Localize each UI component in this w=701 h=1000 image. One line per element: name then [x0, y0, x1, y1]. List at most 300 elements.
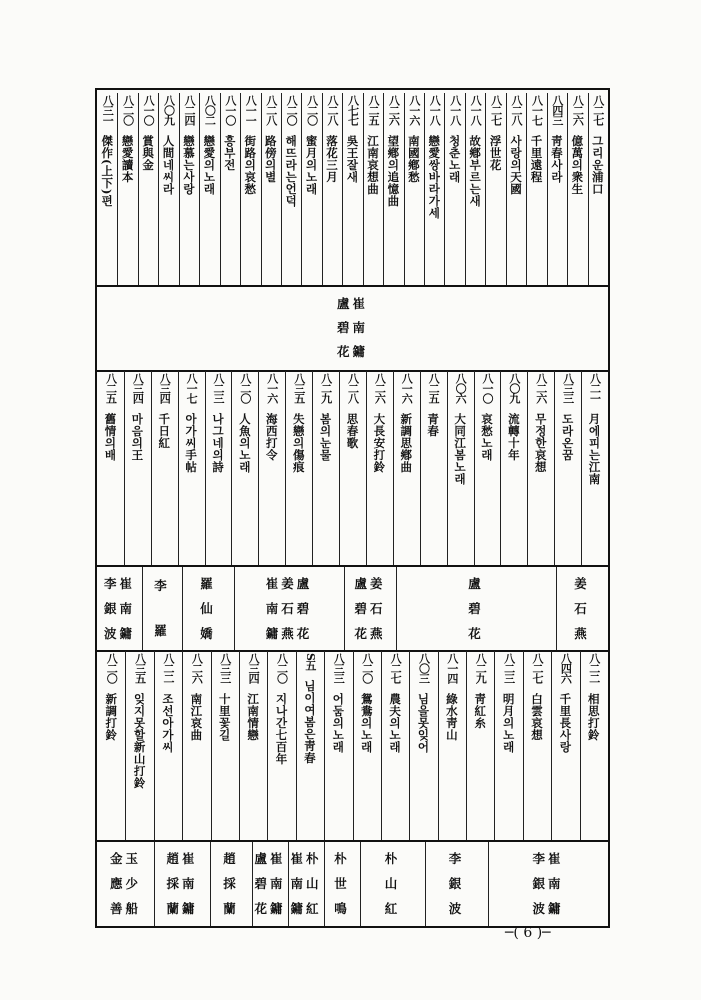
song-title: 南國鄕愁	[406, 135, 421, 183]
author-line: 碧石	[354, 600, 386, 616]
song-entry	[447, 373, 474, 565]
song-title: 무정한哀想	[533, 413, 548, 473]
record-number: 八二八	[264, 95, 278, 125]
song-entry	[353, 653, 381, 840]
record-number: 八一一	[244, 95, 258, 125]
song-entry	[383, 95, 403, 285]
author-line: 善船	[109, 901, 141, 917]
record-number: 八二一	[588, 373, 602, 403]
author-line: 石	[574, 600, 590, 616]
song-entry	[393, 373, 420, 565]
song-entry	[231, 373, 258, 565]
song-title: 사랑의天國	[509, 135, 524, 195]
author-line: 山	[384, 875, 401, 891]
author-line: 李	[448, 850, 465, 866]
column-divider	[383, 93, 384, 285]
author-names	[210, 846, 252, 922]
column-divider	[124, 371, 125, 565]
record-number: 八二三	[502, 653, 516, 683]
author-line: 採南	[166, 875, 198, 891]
column-divider	[231, 371, 232, 565]
column-divider	[285, 371, 286, 565]
column-divider	[324, 842, 325, 926]
song-entry	[117, 95, 137, 285]
column-divider	[220, 93, 221, 285]
record-number: 八一六	[400, 373, 414, 403]
author-names	[344, 571, 396, 646]
column-divider	[258, 371, 259, 565]
column-divider	[322, 93, 323, 285]
song-entry	[466, 653, 494, 840]
song-title: 街路의哀愁	[243, 135, 258, 195]
song-entry	[409, 653, 437, 840]
column-divider	[425, 842, 426, 926]
record-number: 八二〇	[121, 95, 135, 125]
song-title: 綠水靑山	[444, 693, 459, 741]
record-number: 八三五	[133, 653, 147, 683]
column-divider	[523, 651, 524, 840]
column-divider	[393, 371, 394, 565]
column-divider	[366, 371, 367, 565]
record-number: 八一〇	[142, 95, 156, 125]
author-names	[154, 846, 210, 922]
song-entry	[312, 373, 339, 565]
author-names	[97, 846, 154, 922]
author-names	[324, 846, 360, 922]
song-title: 아가씨手帖	[184, 413, 199, 473]
song-title: 吳王잘새	[345, 135, 360, 183]
song-title: 思春歌	[345, 413, 360, 449]
column-divider	[363, 93, 364, 285]
author-line: 蘭	[223, 901, 239, 917]
song-title: 白雲哀想	[530, 693, 545, 741]
record-number: 八二七	[489, 95, 503, 125]
author-names	[425, 846, 488, 922]
column-divider	[474, 371, 475, 565]
song-title: 月에피는江南	[587, 413, 602, 485]
author-line: 盧崔	[254, 850, 286, 866]
song-title: 님이여봄은靑春	[302, 679, 317, 764]
song-title: 農夫의노래	[388, 693, 403, 753]
song-entry	[220, 95, 240, 285]
column-divider	[178, 371, 179, 565]
song-entry	[404, 95, 424, 285]
author-line: 銀南	[532, 875, 564, 891]
song-title: 千日紅	[157, 413, 172, 449]
song-title: 흥부전	[222, 135, 237, 171]
song-entry	[588, 95, 608, 285]
record-number: 八一〇	[480, 373, 494, 403]
song-title: 哀愁노래	[479, 413, 494, 461]
song-title: 故鄕부르는새	[468, 135, 483, 207]
song-entry	[474, 373, 501, 565]
column-divider	[485, 93, 486, 285]
song-title: 鴛鴦의노래	[359, 693, 374, 753]
column-divider	[494, 651, 495, 840]
column-divider	[488, 842, 489, 926]
song-title: 靑春사라	[549, 135, 564, 183]
song-entry	[97, 95, 117, 285]
record-number: 八〇三	[417, 653, 431, 683]
record-number: 八七七	[346, 95, 360, 125]
column-divider	[240, 93, 241, 285]
song-entry	[182, 653, 210, 840]
author-names	[360, 846, 425, 922]
author-line: 朴	[334, 850, 350, 866]
author-line: 鏞紅	[290, 901, 322, 917]
song-title: 明月의노래	[501, 693, 516, 753]
song-entry	[261, 95, 281, 285]
record-number: 八二七	[591, 95, 605, 125]
song-title: 도라온꿈	[560, 413, 575, 461]
song-entry	[324, 653, 352, 840]
song-title: 어둠의노래	[331, 693, 346, 753]
column-divider	[179, 93, 180, 285]
column-divider	[288, 842, 289, 926]
column-divider	[556, 567, 557, 650]
song-title: 海西打令	[264, 413, 279, 461]
author-line: 蘭鏞	[166, 901, 198, 917]
author-line: 李崔	[532, 850, 564, 866]
author-line: 花	[468, 625, 484, 641]
column-divider	[526, 93, 527, 285]
song-title: 戀愛쌍바라가세	[427, 135, 442, 219]
column-divider	[199, 93, 200, 285]
song-entry	[296, 653, 324, 840]
song-entry	[494, 653, 522, 840]
song-title: 靑紅糸	[473, 693, 488, 729]
song-entry	[551, 653, 579, 840]
record-number: 八一七	[185, 373, 199, 403]
author-line: 花燕	[354, 625, 386, 641]
author-names	[288, 846, 324, 922]
record-number: 八二五	[427, 373, 441, 403]
song-entry	[554, 373, 581, 565]
author-line: 趙崔	[166, 850, 198, 866]
record-number: 八三四	[158, 373, 172, 403]
song-entry	[485, 95, 505, 285]
song-entry	[420, 373, 447, 565]
column-divider	[151, 371, 152, 565]
record-number: 八三五	[292, 373, 306, 403]
author-line: 世	[334, 875, 350, 891]
song-title: 失戀의傷痕	[291, 413, 306, 473]
song-title: 봄의눈물	[318, 413, 333, 461]
author-line: 波鏞	[532, 901, 564, 917]
song-entry	[258, 373, 285, 565]
author-names	[182, 571, 234, 646]
record-number: 八〇九	[507, 373, 521, 403]
record-number: 八〇六	[454, 373, 468, 403]
column-divider	[267, 651, 268, 840]
author-names	[556, 571, 608, 646]
author-line: 姜	[574, 575, 590, 591]
song-entry	[205, 373, 232, 565]
song-title: 해뜨라는언덕	[284, 135, 299, 207]
song-title: 浮世花	[488, 135, 503, 171]
record-number: 八〇九	[162, 95, 176, 125]
record-number: 八二五	[366, 95, 380, 125]
column-divider	[239, 651, 240, 840]
song-title: 落花三月	[325, 135, 340, 183]
song-title: 賞與金	[141, 135, 156, 171]
row-divider	[95, 370, 610, 372]
column-divider	[154, 842, 155, 926]
column-divider	[117, 93, 118, 285]
record-number: 八三四	[247, 653, 261, 683]
song-entry	[97, 373, 124, 565]
record-number: 八二〇	[305, 95, 319, 125]
song-entry	[179, 95, 199, 285]
column-divider	[424, 93, 425, 285]
column-divider	[344, 567, 345, 650]
column-divider	[296, 651, 297, 840]
author-names	[142, 571, 182, 646]
record-number: 八一〇	[223, 95, 237, 125]
author-line: 銀	[448, 875, 465, 891]
record-number: 八二七	[389, 653, 403, 683]
record-number: 八二七	[531, 653, 545, 683]
song-entry	[178, 373, 205, 565]
column-divider	[420, 371, 421, 565]
song-title: 江南情戀	[246, 693, 261, 741]
author-line: 嬌	[200, 625, 216, 641]
song-title: 望鄕의追憶曲	[386, 135, 401, 207]
record-number: S五	[303, 653, 317, 670]
author-line: 南山	[290, 875, 322, 891]
record-number: 八二〇	[285, 95, 299, 125]
song-title: 相思打鈴	[586, 693, 601, 741]
author-line: 羅	[154, 623, 170, 639]
record-number: 八二六	[190, 653, 204, 683]
column-divider	[466, 651, 467, 840]
song-title: 지나간七百年	[274, 693, 289, 765]
song-title: 新調打鈴	[104, 693, 119, 741]
author-line: 盧崔	[336, 296, 368, 311]
song-title: 그리운浦口	[590, 135, 605, 195]
author-line: 波鏞	[103, 625, 135, 641]
record-number: 八二六	[373, 373, 387, 403]
record-number: 八二〇	[275, 653, 289, 683]
song-entry	[301, 95, 321, 285]
author-line: 金玉	[109, 850, 141, 866]
song-entry	[285, 373, 312, 565]
song-entry	[138, 95, 158, 285]
record-number: 八一八	[469, 95, 483, 125]
song-entry	[567, 95, 587, 285]
author-line: 盧姜	[354, 575, 386, 591]
song-title: 路傍의별	[263, 135, 278, 183]
song-title: 新調思鄕曲	[399, 413, 414, 473]
song-title: 舊情의배	[103, 413, 118, 461]
column-divider	[312, 371, 313, 565]
record-number: 八二二	[161, 653, 175, 683]
song-title: 蜜月의노래	[304, 135, 319, 195]
row-divider	[95, 565, 610, 567]
column-divider	[252, 842, 253, 926]
column-divider	[500, 371, 501, 565]
song-title: 잊지못할新山打鈴	[132, 693, 147, 789]
record-number: 八三三	[218, 653, 232, 683]
record-number: 八二六	[571, 95, 585, 125]
author-names	[97, 292, 608, 364]
record-number: 八二六	[534, 373, 548, 403]
song-entry	[124, 373, 151, 565]
song-title: 南江哀曲	[189, 693, 204, 741]
record-number: 八一七	[530, 95, 544, 125]
record-number: 八三三	[561, 373, 575, 403]
column-divider	[234, 567, 235, 650]
record-number: 八一八	[428, 95, 442, 125]
column-divider	[444, 93, 445, 285]
song-entry	[239, 653, 267, 840]
column-divider	[527, 371, 528, 565]
song-title: 人間네씨라	[161, 135, 176, 195]
record-number: 八二二	[587, 653, 601, 683]
author-line: 鳴	[334, 901, 350, 917]
column-divider	[142, 567, 143, 650]
author-line: 李	[154, 577, 170, 593]
author-line: 銀南	[103, 600, 135, 616]
author-line: 鏞燕花	[265, 625, 313, 641]
song-entry	[366, 373, 393, 565]
song-title: 마음의王	[130, 413, 145, 461]
song-entry	[211, 653, 239, 840]
song-entry	[267, 653, 295, 840]
author-line: 朴	[384, 850, 401, 866]
song-entry	[125, 653, 153, 840]
record-number: 八二〇	[238, 373, 252, 403]
column-divider	[396, 567, 397, 650]
song-entry	[151, 373, 178, 565]
record-number: 八二九	[319, 373, 333, 403]
song-title: 千里長사랑	[558, 693, 573, 753]
song-title: 戀愛讀本	[120, 135, 135, 183]
column-divider	[211, 651, 212, 840]
author-line: 仙	[200, 600, 216, 616]
song-entry	[342, 95, 362, 285]
record-number: 八二四	[182, 95, 196, 125]
song-entry	[381, 653, 409, 840]
author-line: 碧南	[254, 875, 286, 891]
record-number: 八三四	[131, 373, 145, 403]
author-line: 碧	[468, 600, 484, 616]
column-divider	[154, 651, 155, 840]
author-line: 燕	[574, 625, 590, 641]
record-number: 八二六	[387, 95, 401, 125]
song-entry	[154, 653, 182, 840]
row-divider	[95, 285, 610, 287]
column-divider	[404, 93, 405, 285]
column-divider	[381, 651, 382, 840]
author-line: 採	[223, 875, 239, 891]
song-entry	[465, 95, 485, 285]
author-line: 南石碧	[265, 600, 313, 616]
song-entry	[527, 373, 554, 565]
column-divider	[581, 371, 582, 565]
song-entry	[339, 373, 366, 565]
song-entry	[500, 373, 527, 565]
column-divider	[342, 93, 343, 285]
author-line: 崔朴	[290, 850, 322, 866]
author-line: 李崔	[103, 575, 135, 591]
record-number: 八二八	[510, 95, 524, 125]
record-number: 八二〇	[105, 653, 119, 683]
song-entry	[281, 95, 301, 285]
column-divider	[205, 371, 206, 565]
record-number: 八二三	[212, 373, 226, 403]
column-divider	[182, 567, 183, 650]
column-divider	[339, 371, 340, 565]
song-entry	[523, 653, 551, 840]
column-divider	[447, 371, 448, 565]
column-divider	[281, 93, 282, 285]
column-divider	[324, 651, 325, 840]
song-entry	[363, 95, 383, 285]
song-title: 조선아가씨	[160, 693, 175, 753]
column-divider	[360, 842, 361, 926]
song-title: 戀愛의노래	[202, 135, 217, 195]
record-number: 八一八	[448, 95, 462, 125]
column-divider	[158, 93, 159, 285]
song-entry	[97, 653, 125, 840]
column-divider	[138, 93, 139, 285]
song-title: 나그네의詩	[211, 413, 226, 473]
song-title: 님을못잊어	[416, 693, 431, 753]
author-names	[396, 571, 556, 646]
song-title: 人魚의노래	[237, 413, 252, 473]
author-names	[234, 571, 344, 646]
record-number: 八一六	[265, 373, 279, 403]
author-line: 波	[448, 901, 465, 917]
column-divider	[554, 371, 555, 565]
column-divider	[182, 651, 183, 840]
song-title: 江南哀想曲	[365, 135, 380, 195]
song-title: 千里遠程	[529, 135, 544, 183]
author-line: 盧	[468, 575, 484, 591]
author-line: 紅	[384, 901, 401, 917]
column-divider	[261, 93, 262, 285]
song-title: 十里꽃길	[217, 693, 232, 741]
column-divider	[567, 93, 568, 285]
column-divider	[301, 93, 302, 285]
song-title: 戀慕는사랑	[181, 135, 196, 195]
song-entry	[322, 95, 342, 285]
song-entry	[526, 95, 546, 285]
song-title: 大長安打鈴	[372, 413, 387, 473]
author-line: 碧南	[336, 320, 368, 335]
column-divider	[506, 93, 507, 285]
author-names	[97, 571, 142, 646]
column-divider	[465, 93, 466, 285]
record-number: 八四三	[550, 95, 564, 125]
song-entry	[581, 373, 608, 565]
column-divider	[125, 651, 126, 840]
record-number: 八二八	[346, 373, 360, 403]
song-title: 流轉十年	[506, 413, 521, 461]
record-number: 八一四	[445, 653, 459, 683]
record-number: 八二九	[474, 653, 488, 683]
author-line: 花鏞	[254, 901, 286, 917]
song-title: 億萬의衆生	[570, 135, 585, 195]
record-number: 八三三	[332, 653, 346, 683]
record-number: 八三一	[101, 95, 115, 125]
row-divider	[95, 840, 610, 842]
song-entry	[506, 95, 526, 285]
author-line: 趙	[223, 850, 239, 866]
column-divider	[438, 651, 439, 840]
column-divider	[580, 651, 581, 840]
